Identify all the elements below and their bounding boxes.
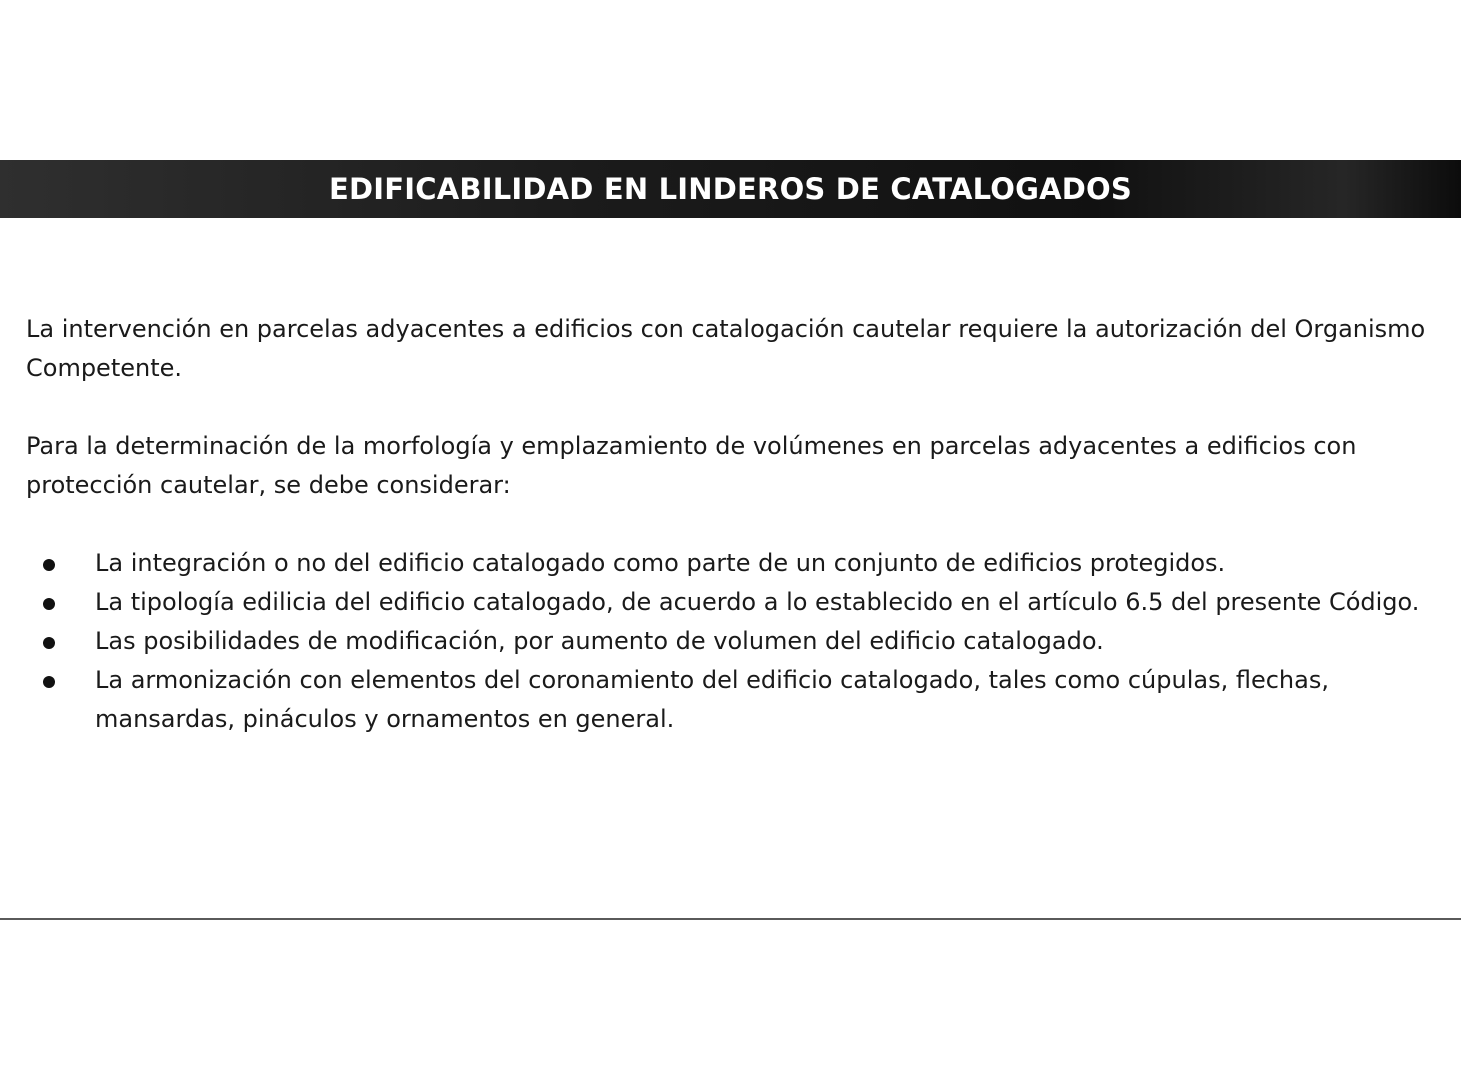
list-item [26,544,1436,583]
bullet-icon [43,598,55,610]
list-item-text: Las posibilidades de modificación, por aumento de volumen del edificio catalogado. [95,627,1104,655]
title-bar [0,160,1461,218]
list-item-text: La armonización con elementos del coronamiento del edificio catalogado, tales como cúpulas, flechas, mansardas, pináculos y ornamentos en general. [95,666,1329,733]
list-item-text: La integración o no del edificio catalogado como parte de un conjunto de edificios protegidos. [95,549,1226,577]
bullet-icon [43,637,55,649]
list-item [26,583,1436,622]
document-slide [0,160,1461,920]
considerations-list [26,544,1436,739]
considerations-paragraph: Para la determinación de la morfología y emplazamiento de volúmenes en parcelas adyacentes a edificios con protección cautelar, se debe considerar: [26,432,1357,499]
list-item [26,661,1436,739]
list-item-text: La tipología edilicia del edificio catalogado, de acuerdo a lo establecido en el artículo 6.5 del presente Código. [95,588,1420,616]
intro-paragraph: La intervención en parcelas adyacentes a edificios con catalogación cautelar requiere la autorización del Organismo Competente. [26,315,1426,382]
slide-content [26,310,1436,739]
slide-title: EDIFICABILIDAD EN LINDEROS DE CATALOGADOS [329,172,1132,206]
bullet-icon [43,676,55,688]
bullet-icon [43,559,55,571]
list-item [26,622,1436,661]
